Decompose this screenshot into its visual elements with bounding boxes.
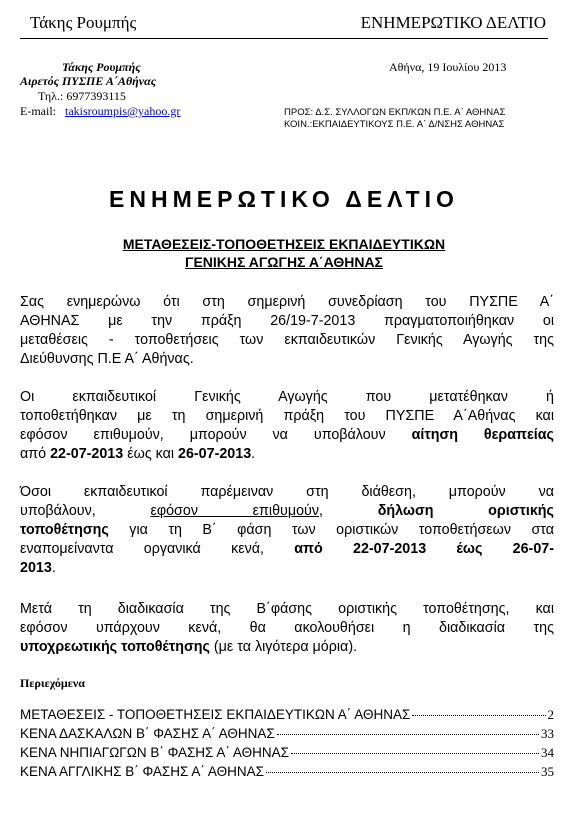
header-author: Τάκης Ρουμπής	[30, 13, 137, 32]
toc-leader-dots	[277, 734, 539, 735]
paragraph-line: Σας ενημερώνω ότι στη σημερινή συνεδρίαση του ΠΥΣΠΕ Α΄	[20, 294, 554, 310]
toc-leader-dots	[266, 772, 539, 773]
text-run: .	[51, 560, 56, 576]
paragraph-appeal	[20, 388, 554, 464]
sender-role: Αιρετός ΠΥΣΠΕ Α΄Αθήνας	[20, 74, 157, 88]
paragraph-line	[20, 426, 554, 445]
text-run: από	[20, 446, 47, 462]
letter-date: Αθήνα, 19 Ιουλίου 2013	[389, 60, 507, 74]
paragraph-line	[20, 559, 554, 578]
paragraph-line: ΑΘΗΝΑΣ με την πράξη 26/19-7-2013 πραγματοποιήθηκαν οι	[20, 313, 554, 329]
text-run-bold: τοποθέτησης	[20, 522, 109, 538]
text-run-bold: αίτηση θεραπείας	[411, 427, 554, 443]
text-run: (με τα λιγότερα μόρια).	[213, 639, 358, 655]
sender-name: Τάκης Ρουμπής	[62, 60, 141, 74]
toc-entry-title: ΚΕΝΑ ΑΓΓΛΙΚΗΣ Β΄ ΦΑΣΗΣ Α΄ ΑΘΗΝΑΣ	[20, 764, 264, 779]
paragraph-line: Μετά τη διαδικασία της Β΄φάσης οριστικής τοποθέτησης, και	[20, 601, 554, 617]
header-rule	[20, 38, 548, 39]
toc-entry-page: 33	[541, 726, 554, 741]
paragraph-line	[20, 521, 554, 540]
document-title: ΕΝΗΜΕΡΩΤΙΚΟ ΔΕΛΤΙΟ	[109, 186, 459, 212]
toc-entry-page: 2	[547, 707, 554, 722]
paragraph-line: τοποθετήθηκαν με τη σημερινή πράξη του ΠΥΣΠΕ Α΄Αθήνας και	[20, 408, 554, 424]
toc-entry[interactable]	[20, 726, 554, 743]
toc-leader-dots	[291, 753, 539, 754]
date-from: 22-07-2013	[50, 446, 124, 462]
document-subtitle-line2: ΓΕΝΙΚΗΣ ΑΓΩΓΗΣ Α΄ΑΘΗΝΑΣ	[185, 254, 383, 270]
recipient-to: ΠΡΟΣ: Δ.Σ. ΣΥΛΛΟΓΩΝ ΕΚΠ/ΚΩΝ Π.Ε. Α΄ ΑΘΗΝΑΣ	[284, 107, 506, 118]
text-run-bold: από 22-07-2013 έως 26-07-	[294, 541, 554, 557]
document-subtitle-line1: ΜΕΤΑΘΕΣΕΙΣ-ΤΟΠΟΘΕΤΗΣΕΙΣ ΕΚΠΑΙΔΕΥΤΙΚΩΝ	[122, 236, 446, 252]
toc-entry-title: ΚΕΝΑ ΔΑΣΚΑΛΩΝ Β΄ ΦΑΣΗΣ Α΄ ΑΘΗΝΑΣ	[20, 726, 275, 741]
paragraph-line	[20, 445, 554, 464]
paragraph-line: εφόσον υπάρχουν κενά, θα ακολουθήσει η διαδικασία της	[20, 620, 554, 636]
text-run: εναπομείναντα οργανικά κενά,	[20, 541, 264, 557]
paragraph-line: Διεύθυνσης Π.Ε Α΄ Αθήνας.	[20, 351, 194, 367]
sender-phone: Τηλ.: 6977393115	[38, 89, 126, 103]
sender-email-row	[20, 104, 180, 119]
toc-leader-dots	[412, 715, 545, 716]
paragraph-line	[20, 540, 554, 559]
header-title: ΕΝΗΜΕΡΩΤΙΚΟ ΔΕΛΤΙΟ	[360, 13, 546, 32]
text-run: εφόσον επιθυμούν, μπορούν να υποβάλουν	[20, 427, 386, 443]
paragraph-line: Οι εκπαιδευτικοί Γενικής Αγωγής που μετατέθηκαν ή	[20, 389, 554, 405]
paragraph-line	[20, 502, 554, 521]
text-run: για τη Β΄ φάση των οριστικών τοποθετήσεων στα	[129, 522, 554, 538]
paragraph-line	[20, 638, 554, 657]
sender-email-link[interactable]: takisroumpis@yahoo.gr	[65, 104, 181, 118]
text-run: .	[251, 446, 256, 462]
toc-entry-page: 34	[541, 745, 554, 760]
paragraph-mandatory-placement	[20, 600, 554, 657]
paragraph-line: μεταθέσεις - τοποθετήσεις των εκπαιδευτικών Γενικής Αγωγής της	[20, 332, 554, 348]
text-run-bold: 2013	[20, 560, 52, 576]
text-run: υποβάλουν,	[20, 503, 96, 519]
toc-entry-title: ΜΕΤΑΘΕΣΕΙΣ - ΤΟΠΟΘΕΤΗΣΕΙΣ ΕΚΠΑΙΔΕΥΤΙΚΩΝ Α΄ ΑΘΗΝΑΣ	[20, 707, 411, 722]
toc-entry[interactable]	[20, 707, 554, 724]
text-run-bold: δήλωση οριστικής	[377, 503, 554, 519]
date-to: 26-07-2013	[178, 446, 252, 462]
toc-entry[interactable]	[20, 764, 554, 781]
toc-entry-title: ΚΕΝΑ ΝΗΠΙΑΓΩΓΩΝ Β΄ ΦΑΣΗΣ Α΄ ΑΘΗΝΑΣ	[20, 745, 289, 760]
recipient-cc: ΚΟΙΝ.:ΕΚΠΑΙΔΕΥΤΙΚΟΥΣ Π.Ε. Α΄ Δ/ΝΣΗΣ ΑΘΗΝΑΣ	[284, 119, 505, 130]
toc-heading: Περιεχόμενα	[20, 676, 85, 690]
paragraph-announcement	[20, 293, 554, 369]
toc-entry[interactable]	[20, 745, 554, 762]
toc-entry-page: 35	[541, 764, 554, 779]
text-run: έως και	[127, 446, 175, 462]
sender-email-label: E-mail:	[20, 104, 56, 118]
text-run-bold: υποχρεωτικής τοποθέτησης	[20, 639, 210, 655]
text-run-underlined: εφόσον επιθυμούν,	[150, 503, 323, 519]
paragraph-placement-declaration	[20, 483, 554, 578]
paragraph-line: Όσοι εκπαιδευτικοί παρέμειναν στη διάθεση, μπορούν να	[20, 484, 554, 500]
